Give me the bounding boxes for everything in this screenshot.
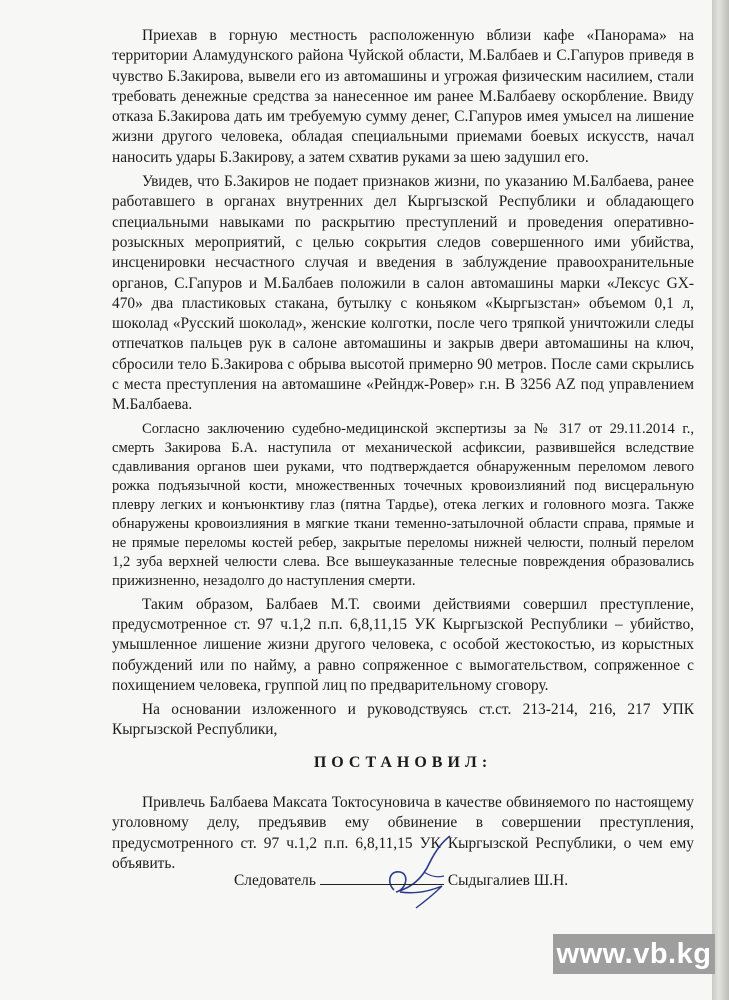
- watermark-text: www.vb.kg: [556, 937, 712, 970]
- watermark-badge: [553, 934, 715, 974]
- page-edge: [712, 0, 729, 1000]
- paragraph-2: Увидев, что Б.Закиров не подает признаков жизни, по указанию М.Балбаева, ранее работавшего в органах внутренних дел Кыргызской Республики и обладающего специальными навыками по раскрытию преступлений и проведения оперативно-розыскных мероприятий, с целью сокрытия следов совершенного ими убийства, инсценировки несчастного случая и введения в заблуждение правоохранительные органов, С.Гапуров и М.Балбаев положили в салон автомашины марки «Лексус GX-470» два пластиковых стакана, бутылку с коньяком «Кыргызстан» объемом 0,1 л, шоколад «Русский шоколад», женские колготки, после чего тряпкой уничтожили следы отпечатков пальцев рук в салоне автомашины и закрыв двери автомашины на ключ, сбросили тело Б.Закирова с обрыва высотой примерно 90 метров. После сами скрылись с места преступления на автомашине «Рейндж-Ровер» г.н. B 3256 AZ под управлением М.Балбаева.: [112, 173, 694, 414]
- resolution-heading: ПОСТАНОВИЛ:: [313, 753, 493, 771]
- resolution-text: Привлечь Балбаева Максата Токтосуновича в качестве обвиняемого по настоящему уголовному делу, предъявив ему обвинение в совершении преступления, предусмотренного ст. 97 ч.1,2 п.п. 6,8,11,15 УК Кыргызской Республики, о чем ему объявить.: [112, 794, 694, 872]
- paragraph-5: На основании изложенного и руководствуясь ст.ст. 213-214, 216, 217 УПК Кыргызской Республики,: [112, 701, 694, 739]
- paragraph-1: Приехав в горную местность расположенную вблизи кафе «Панорама» на территории Аламудунского района Чуйской области, М.Балбаев и С.Гапуров приведя в чувство Б.Закирова, вывели его из автомашины и угрожая физическим насилием, стали требовать денежные средства за нанесенное им ранее М.Балбаеву оскорбление. Ввиду отказа Б.Закирова дать им требуемую сумму денег, С.Гапуров имея умысел на лишение жизни другого человека, обладая специальными приемами боевых искусств, начал наносить удары Б.Закирову, а затем схватив руками за шею задушил его.: [112, 27, 694, 166]
- signature-role: Следователь: [234, 872, 316, 889]
- paragraph-4: Таким образом, Балбаев М.Т. своими действиями совершил преступление, предусмотренное ст. 97 ч.1,2 п.п. 6,8,11,15 УК Кыргызской Республики – убийство, умышленное лишение жизни другого человека, с особой жестокостью, из корыстных побуждений или по найму, а равно сопряженное с вымогательством, сопряженное с похищением человека, группой лиц по предварительному сговору.: [112, 595, 694, 694]
- signature-row: [234, 872, 568, 890]
- signature-line: [320, 872, 444, 885]
- signature-name: Сыдыгалиев Ш.Н.: [447, 872, 569, 889]
- document-body: [112, 26, 694, 874]
- paragraph-3: Согласно заключению судебно-медицинской экспертизы за № 317 от 29.11.2014 г., смерть Закирова Б.А. наступила от механической асфиксии, развившейся вследствие сдавливания органов шеи руками, что подтверждается обнаруженным переломом левого рожка подъязычной кости, множественных точечных кровоизлияний под висцеральную плевру легких и конъюнктиву глаз (пятна Тардье), отека легких и головного мозга. Также обнаружены кровоизлияния в мягкие ткани теменно-затылочной области справа, прямые и не прямые переломы костей ребер, закрытые переломы нижней челюсти, полный перелом 1,2 зуба верхней челюсти слева. Все вышеуказанные телесные повреждения образовались прижизненно, незадолго до наступления смерти.: [112, 420, 694, 589]
